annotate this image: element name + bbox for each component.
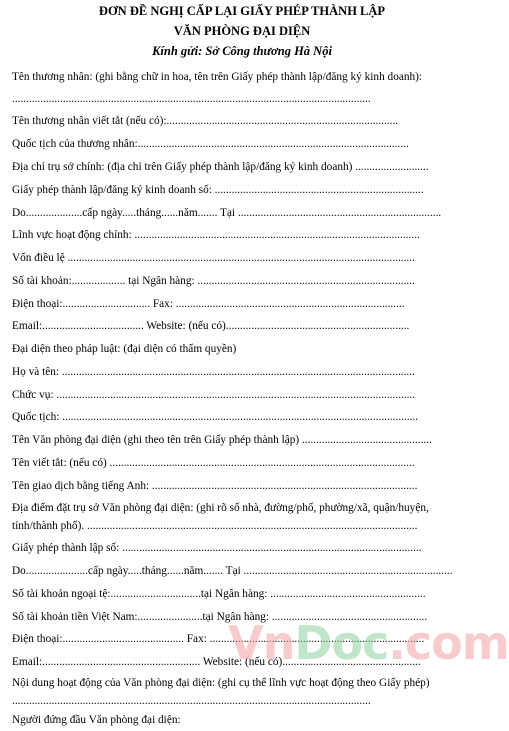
field-office-location-cont: tỉnh/thành phố). ..................................................................................................................... — [12, 520, 418, 532]
field-office-license-issued: Do......................cấp ngày.....tháng......năm....... Tại .......................................................................... — [12, 565, 453, 577]
field-head-office-address: Địa chỉ trụ sở chính: (địa chỉ trên Giấy phép thành lập/đăng ký kinh doanh) .......................... — [12, 161, 429, 173]
form-title: ĐƠN ĐỀ NGHỊ CẤP LẠI GIẤY PHÉP THÀNH LẬP — [98, 4, 386, 18]
field-bank-account: Số tài khoản:................... tại Ngân hàng: ............................................................................. — [12, 275, 415, 287]
field-merchant-name-blank: ............................................................................................................................... — [12, 93, 371, 105]
section-legal-representative: Đại diện theo pháp luật: (đại diện có thẩm quyền) — [12, 343, 237, 355]
field-merchant-abbrev: Tên thương nhân viết tắt (nếu có):.................................................................................. — [12, 115, 399, 127]
field-office-name: Tên Văn phòng đại diện (ghi theo tên trên Giấy phép thành lập) .............................................. — [12, 434, 432, 446]
field-full-name: Họ và tên: ............................................................................................................................. — [12, 366, 415, 378]
field-office-head: Người đứng đầu Văn phòng đại diện: — [12, 714, 181, 726]
field-merchant-name: Tên thương nhân: (ghi bằng chữ in hoa, tên trên Giấy phép thành lập/đăng ký kinh doanh): — [12, 71, 423, 83]
field-foreign-currency-account: Số tài khoản ngoại tệ:................................tại Ngân hàng: ....................................................... — [12, 588, 426, 600]
form-subtitle: VĂN PHÒNG ĐẠI DIỆN — [173, 24, 311, 38]
field-phone-fax: Điện thoại:............................... Fax: ................................................................................. — [12, 298, 405, 310]
field-office-activities: Nội dung hoạt động của Văn phòng đại diện: (ghi cụ thể lĩnh vực hoạt động theo Giấy phép) — [12, 677, 430, 689]
field-main-business: Lĩnh vực hoạt động chính: ..................................................................................................... — [12, 229, 420, 241]
field-vnd-account: Số tài khoản tiền Việt Nam:.......................tại Ngân hàng: ....................................................... — [12, 611, 428, 623]
field-office-abbrev: Tên viết tắt: (nếu có) ............................................................................................................ — [12, 457, 415, 469]
recipient-line: Kính gửi: Sở Công thương Hà Nội — [152, 44, 332, 58]
field-license-number: Giấy phép thành lập/đăng ký kinh doanh số: .......................................................................... — [12, 184, 424, 196]
field-office-license-number: Giấy phép thành lập số: .......................................................................................................... — [12, 542, 422, 554]
field-merchant-nationality: Quốc tịch của thương nhân:................................................................................................ — [12, 138, 409, 150]
field-nationality: Quốc tịch: .............................................................................................................................. — [12, 411, 419, 423]
field-license-issued: Do....................cấp ngày.....tháng......năm....... Tại ........................................................................ — [12, 207, 442, 219]
field-office-phone-fax: Điện thoại:........................................... Fax: ............................................................................ — [12, 633, 425, 645]
field-english-name: Tên giao dịch bằng tiếng Anh: .............................................................................................. — [12, 480, 418, 492]
field-position: Chức vụ: ............................................................................................................................... — [12, 389, 416, 401]
field-office-location: Địa điểm đặt trụ sở Văn phòng đại diện: (ghi rõ số nhà, đường/phố, phường/xã, quận/huyện, — [12, 502, 429, 514]
field-office-email-website: Email:........................................................ Website: (nếu có)................................................. — [12, 656, 421, 668]
field-email-website: Email:.................................... Website: (nếu có)................................................................. — [12, 320, 410, 332]
field-charter-capital: Vốn điều lệ ........................................................................................................................... — [12, 252, 415, 264]
vndoc-watermark-logo: VnDoc.com — [228, 616, 509, 670]
field-office-activities-blank: ............................................................................................................................... — [12, 695, 371, 707]
